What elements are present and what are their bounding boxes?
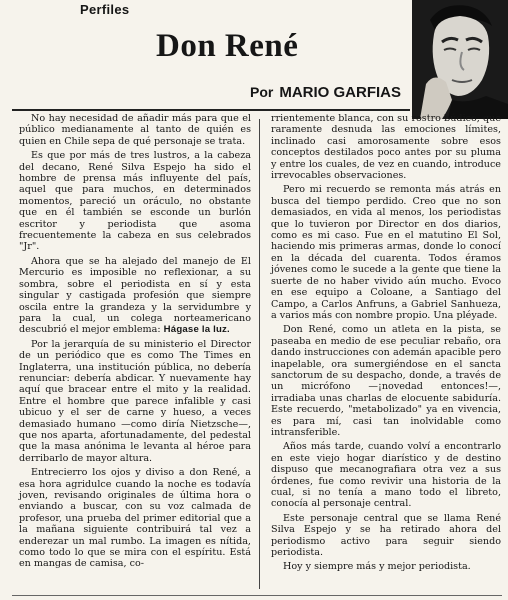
paragraph: Es que por más de tres lustros, a la cabeza del decano, René Silva Espejo ha sido el hombre de prensa más influyente del país, aquel que para muchos, en determinados momentos, pareció un oráculo, no obstante que en él también se esconde un burlón escritor y periodista que asoma frecuentemente la cabeza en sus celebrados "Jr". (19, 150, 251, 253)
paragraph: Años más tarde, cuando volví a encontrarlo en este viejo hogar diarístico y de destino dispuso que mecanografiara otra vez a sus órdenes, fue como revivir una historia de la cual, si no tenía a mano todo el libreto, conocía al personaje central. (271, 441, 501, 510)
paragraph-text: Ahora que se ha alejado del manejo de El Mercurio es imposible no reflexionar, a su sombra, sobre el periodista en sí y esta singular y castigada profesión que siempre oscila entre la grandeza y la servidumbre y para la cual, un colega norteamericano descubrió el mejor emblema: (19, 255, 251, 336)
paragraph: Por la jerarquía de su ministerio el Director de un periódico que es como The Times en Inglaterra, una institución pública, no debería renunciar: debería abdicar. Y nuevamente hay aquí que bracear entre el mito y la realidad. Entre el hombre que parece infalible y casi ubicuo y el ser de carne y hueso, a veces demasiado humano —como diría Nietzsche—, que nos aparta, afortunadamente, del pedestal que la masa anónima le levanta al héroe para derribarlo de mayor altura. (19, 338, 251, 464)
author-portrait (412, 0, 508, 119)
section-label: Perfiles (80, 2, 130, 17)
header-rule (12, 109, 410, 111)
article-column-right (271, 113, 501, 576)
paragraph: No hay necesidad de añadir más para que el público medianamente al tanto de quién es quien en Chile sepa de qué personaje se trata. (19, 113, 251, 147)
paragraph: rrientemente blanca, con su rostro búdico, que raramente desnuda las emociones límites, inclinado casi amorosamente sobre esos conceptos destilados poco antes por su pluma y entre los cuales, de vez en cuando, introduce irrevocables observaciones. (271, 113, 501, 182)
byline-author: MARIO GARFIAS (279, 84, 402, 101)
paragraph: Entrecierro los ojos y diviso a don René, a esa hora agridulce cuando la noche es todavía joven, revisando originales de última hora o enviando a buscar, con su voz calmada de profesor, una prueba del primer editorial que a la mañana siguiente contribuirá tal vez a enderezar un mal rumbo. La imagen es nítida, como todo lo que se mira con el espíritu. Está en mangas de camisa, co- (19, 467, 251, 570)
paragraph: Hoy y siempre más y mejor periodista. (283, 561, 471, 573)
paragraph: Este personaje central que se llama René Silva Espejo y se ha retirado ahora del periodismo activo para seguir siendo periodista. (271, 512, 501, 559)
article-column-left (19, 113, 251, 573)
byline-prefix: Por (250, 84, 274, 100)
paragraph: Don René, como un atleta en la pista, se paseaba en medio de ese peculiar rebaño, ora dando instrucciones con ademán apacible pero inapelable, ora sumergiéndose en el sancta sanctorum de su despacho, donde, a través de un micrófono —¡novedad entonces!—, irradiaba unas charlas de elocuente sabiduría. Este recuerdo, "metabolizado" ya en vivencia, es para mí, casi tan inolvidable como intransferible. (271, 324, 501, 438)
paragraph (19, 256, 251, 336)
byline (250, 84, 401, 101)
paragraph: Pero mi recuerdo se remonta más atrás en busca del tiempo perdido. Creo que no son demasiados, en vida al menos, los periodistas que lo tuvieron por Director en dos diarios, como es mi caso. Fue en el matutino El Sol, haciendo mis primeras armas, donde lo conocí en la década del cuarenta. Todos éramos jóvenes como le sucede a la gente que tiene la suerte de no haber vivido aún mucho. Evoco en ese equipo a Coloane, a Santiago del Campo, a Carlos Anfruns, a Gabriel Sanhueza, a varios más con nombre propio. Una pléyade. (271, 184, 501, 321)
column-divider (259, 119, 260, 589)
bottom-rule (12, 595, 502, 596)
article-title: Don René (156, 28, 299, 64)
emphasis-quote: Hágase la luz. (163, 324, 230, 336)
